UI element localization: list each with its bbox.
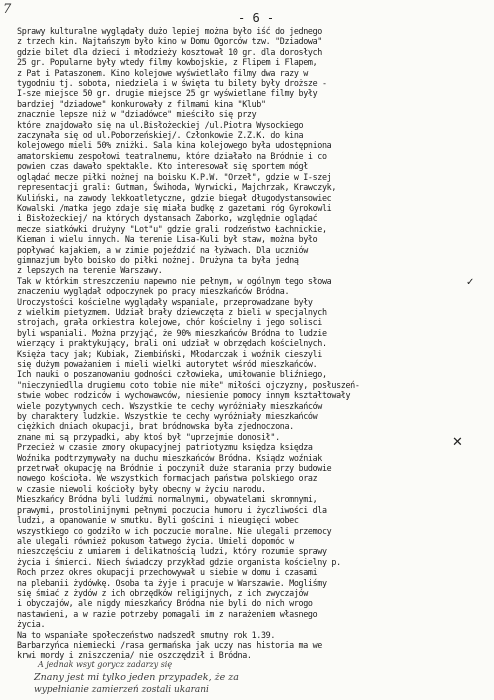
typed-line: prawymi, prostolinijnymi pełnymi poczucia humoru i życzliwości dla bbox=[17, 504, 327, 515]
typed-line: oglądać mecze piłki nożnej na boisku K.P.W. "Orzeł", gdzie w I-szej bbox=[17, 171, 332, 182]
typed-line: Kowalski /matka jego zdaje się miała budkę z gazetami róg Gyrokowli bbox=[17, 202, 332, 213]
typed-line: I-sze miejsce 50 gr. drugie miejsce 25 gr wyświetlane filmy były bbox=[17, 88, 318, 99]
typed-line: Ich nauki o poszanowaniu godności człowieka, umiłowanie bliźniego, bbox=[17, 369, 327, 380]
typed-line: Kuliński, na zawody lekkoatletyczne, gdzie biegał długodystansowiec bbox=[17, 192, 332, 203]
typed-line: stwie wobec rodziców i wychowawców, niesienie pomocy innym kształtowały bbox=[17, 390, 351, 401]
typed-line: by charaktery ludzkie. Wszystkie te cechy wyróżniały mieszkańców bbox=[17, 411, 318, 422]
typed-line: z Pat i Pataszonem. Kino kolejowe wyświetlało filmy dwa razy w bbox=[17, 67, 308, 78]
typed-line: znane mi są przypadki, aby ktoś był "uprzejmie donosił". bbox=[17, 431, 280, 442]
typed-line: Przecież w czasie zmory okupacyjnej patriotyzmu księdza księdza bbox=[17, 442, 313, 453]
typed-line: kolejowego mieli 50% zniżki. Sala kina kolejowego była udostępniona bbox=[17, 140, 332, 151]
typed-text-body bbox=[17, 26, 489, 661]
typed-line: i Bisłożeckiej/ na których dystansach Zaborko, względnie oglądać bbox=[17, 213, 318, 224]
typed-line: gdzie bilet dla dzieci i młodzieży kosztował 10 gr. dla dorosłych bbox=[17, 46, 322, 57]
typed-line: Na to wspaniałe społeczeństwo nadszedł smutny rok 1.39. bbox=[17, 629, 276, 640]
typed-line: Barbarzyńca niemiecki /rasa germańska jak uczy nas historia ma we bbox=[17, 639, 322, 650]
typed-line: Woźnika podtrzymywały na duchu mieszkańców Bródna. Ksiądz woźniak bbox=[17, 452, 322, 463]
typed-line: wiele pozytywnych cech. Wszystkie te cechy wyróżniały mieszkańców bbox=[17, 400, 322, 411]
typed-line: się dużym poważaniem i mieli wielki autorytet wśród mieszkańców. bbox=[17, 359, 318, 369]
typed-line: z lepszych na terenie Warszawy. bbox=[17, 265, 163, 276]
typed-line: wierzący i praktykujący, brali oni udział w obrzędach kościelnych. bbox=[17, 338, 327, 349]
typed-line: bardziej "dziadowe" konkurowały z filmami kina "Klub" bbox=[17, 98, 266, 109]
typed-line: w czasie niewoli kościoły były obecny w życiu narodu. bbox=[17, 483, 266, 494]
typed-line: znacznie lepsze niż w "dziadówce" mieściło się przy bbox=[17, 109, 257, 120]
typed-line: representacji grali: Gutman, Świhoda, Wyrwicki, Majchrzak, Krawczyk, bbox=[17, 182, 337, 193]
typed-line: 25 gr. Popularne były wtedy filmy kowbojskie, z Flipem i Flapem, bbox=[17, 57, 318, 68]
typed-line: gimnazjum było boisko do piłki nożnej. Drużyna ta była jedną bbox=[17, 254, 299, 265]
corner-mark: 7 bbox=[3, 2, 12, 17]
margin-tick-mark: ✓ bbox=[466, 277, 475, 288]
typed-line: i obyczajów, ale nigdy mieszkańcy Bródna nie byli do nich wrogo bbox=[17, 598, 313, 609]
typed-line: zaczynała się od ul.Poborzeńskiej/. Członkowie Z.Z.K. do kina bbox=[17, 130, 304, 141]
typed-line: popływać kajakiem, a w zimie pojeździć na łyżwach. Dla uczniów bbox=[17, 244, 308, 255]
typed-line: na plebanii żydówkę. Osoba ta żyje i pracuje w Warszawie. Mogliśmy bbox=[17, 577, 327, 588]
typed-line: z trzech kin. Najtańszym było kino w Domu Ogorców tzw. "Dziadowa" bbox=[17, 36, 322, 47]
typed-line: Uroczystości kościelne wyglądały wspaniale, przeprowadzane były bbox=[17, 296, 313, 307]
handwritten-note-1: A jednak wsyt gorycz zadarzy się bbox=[38, 660, 173, 669]
typed-line: amatorskiemu zespołowi teatralnemu, które działało na Bródnie i co bbox=[17, 150, 327, 161]
typed-line: tygodniu tj. sobota, niedziela i w święta tu bilety były droższe - bbox=[17, 78, 327, 89]
page-number: - 6 - bbox=[238, 11, 275, 25]
typed-line: strojach, grała orkiestra kolejowe, chór kościelny i jego solisci bbox=[17, 317, 322, 328]
typed-line: przetrwał okupację na Bródnie i poczynił duże starania przy budowie bbox=[17, 463, 332, 474]
typed-line: się śmiać z żydów z ich obrzędków religijnych, z ich zwyczajów bbox=[17, 587, 308, 598]
typed-line: Mieszkańcy Bródna byli ludźmi normalnymi, obywatelami skromnymi, bbox=[17, 494, 318, 505]
typed-line: ciężkich dniach okupacji, brat bródnowska była zjednoczona. bbox=[17, 421, 294, 432]
typed-line: nowego kościoła. We wszystkich formacjach państwa polskiego oraz bbox=[17, 473, 318, 484]
typed-line: które znajdowało się na ul.Bisłożeckiej /ul.Piotra Wysockiego bbox=[17, 119, 304, 130]
typed-line: powien czas dawało spektakle. Kto interesował się sportem mógł bbox=[17, 161, 308, 172]
typed-line: Sprawy kulturalne wyglądały dużo lepiej można było iść do jednego bbox=[17, 26, 322, 36]
typed-line: Księża tacy jak; Kubiak, Ziembiński, Młodarczak i woźnik cieszyli bbox=[17, 348, 322, 359]
typed-line: mecze siatkówki drużyny "Lot"u" gdzie grali rodzeństwo Łachnickie, bbox=[17, 223, 327, 234]
handwritten-note-3: wypełnianie zamierzeń zostali ukarani bbox=[34, 685, 209, 695]
margin-cross-mark: ✕ bbox=[452, 435, 463, 450]
typed-line: z wielkim pietyzmem. Udział brały dziewczęta z bieli w specjalnych bbox=[17, 306, 327, 317]
typed-line: byli wspaniali. Można przyjąć, że 90% mieszkańców Bródna to ludzie bbox=[17, 327, 327, 338]
typed-line: znaczeniu wyglądał odpoczynek po pracy mieszkańców Bródna. bbox=[17, 286, 290, 297]
typed-line: życia i śmierci. Niech świadczy przykład gdzie organista kościelny p. bbox=[17, 556, 341, 567]
typed-line: "nieczyniedlla drugiemu coto tobie nie miłe" miłości ojczyzny, posłuszeń- bbox=[17, 379, 360, 390]
typed-line: wszystkiego co godziło w ich poczucie moralne. Nie ulegali przemocy bbox=[17, 525, 332, 536]
typed-line: ale ulegali również pokusom łatwego życia. Umieli dopomóc w bbox=[17, 535, 294, 546]
typed-line: Tak w którkim streszczeniu napewno nie pełnym, w ogólnym tego słowa bbox=[17, 275, 332, 286]
typed-line: życia. bbox=[17, 619, 46, 630]
typed-line: nieszczęściu z umiarem i delikatnością ludzi, który rozumie sprawy bbox=[17, 546, 327, 557]
typed-line: Kieman i wielu innych. Na terenie Lisa-Kuli był staw, można było bbox=[17, 234, 318, 245]
typed-line: ludzi, a opanowanie w smutku. Byli gościni i nieugięci wobec bbox=[17, 515, 299, 526]
typed-line: krwi mordy i zniszczenia/ nie oszczędził i Bródna. bbox=[17, 650, 252, 661]
typed-line: Roch przez okres okupacji przechowywał u siebie w domu i czasami bbox=[17, 567, 318, 578]
handwritten-note-2: Znany jest mi tylko jeden przypadek, że za bbox=[34, 672, 239, 683]
typed-line: nastawieni, a w razie potrzeby pomagali im z narażeniem własnego bbox=[17, 608, 318, 619]
